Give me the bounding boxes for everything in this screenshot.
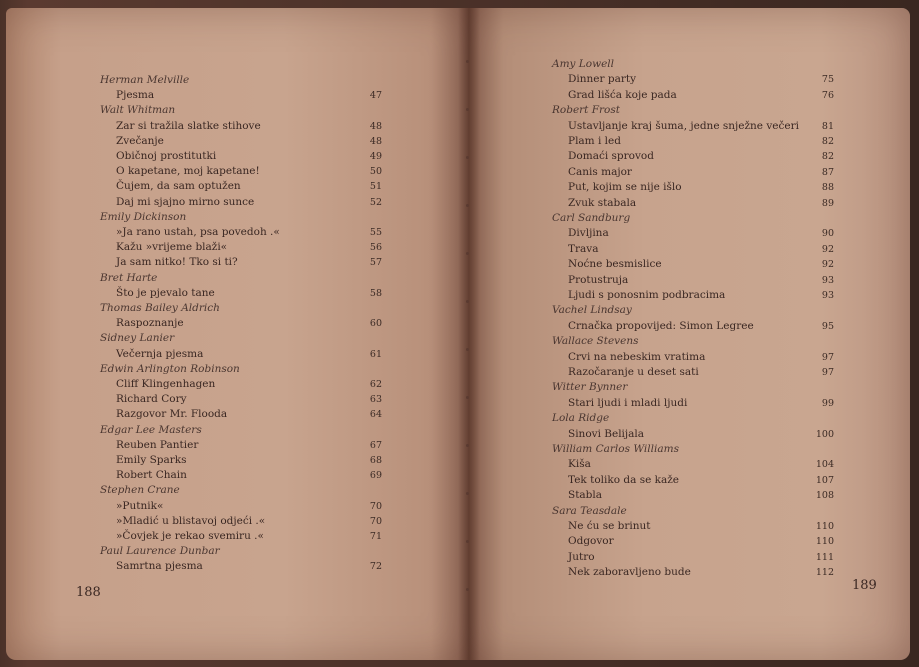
toc-author: Robert Frost: [552, 104, 620, 117]
toc-title: Stabla: [568, 489, 603, 502]
toc-page-number: 70: [369, 500, 382, 512]
toc-title: Plam i led: [568, 135, 621, 147]
toc-page-number: 49: [369, 151, 382, 162]
left-page: [6, 8, 468, 660]
toc-author: Edgar Lee Masters: [100, 423, 202, 436]
toc-title: Emily Sparks: [116, 454, 187, 466]
toc-page-number: 93: [821, 290, 834, 301]
toc-author: Witter Bynner: [552, 381, 628, 394]
toc-title: Razočaranje u deset sati: [568, 366, 699, 378]
binding-stitch: [466, 108, 469, 111]
toc-page-number: 58: [369, 287, 382, 299]
toc-title: Što je pjevalo tane: [116, 286, 215, 299]
binding-stitch: [466, 540, 469, 543]
toc-page-number: 51: [369, 181, 382, 193]
toc-page-number: 93: [821, 274, 834, 286]
binding-stitch: [466, 396, 469, 399]
toc-page-number: 107: [815, 474, 834, 486]
toc-author: Carl Sandburg: [552, 212, 631, 224]
toc-title: Ne ću se brinut: [568, 520, 651, 532]
binding-stitch: [466, 60, 469, 63]
toc-page-number: 52: [369, 196, 382, 208]
toc-author: Sidney Lanier: [100, 332, 175, 345]
toc-page-number: 63: [369, 394, 382, 406]
toc-title: Trava: [568, 242, 599, 255]
toc-page-number: 87: [821, 166, 834, 178]
toc-author: Stephen Crane: [100, 484, 180, 497]
toc-page-number: 57: [369, 257, 382, 269]
toc-author: Herman Melville: [100, 74, 190, 86]
toc-page-number: 47: [369, 90, 382, 102]
toc-title: Ustavljanje kraj šuma, jedne snježne večeri: [568, 119, 799, 132]
toc-author: Lola Ridge: [552, 412, 610, 425]
toc-author: Bret Harte: [100, 271, 158, 284]
toc-title: Raspoznanje: [116, 317, 184, 330]
toc-title: Nek zaboravljeno bude: [568, 566, 691, 579]
toc-page-number: 92: [821, 259, 834, 271]
toc-title: O kapetane, moj kapetane!: [116, 165, 260, 178]
binding-stitch: [466, 156, 469, 159]
toc-title: Razgovor Mr. Flooda: [116, 408, 228, 421]
toc-page-number: 88: [821, 182, 834, 194]
toc-page-number: 82: [821, 136, 834, 147]
toc-title: »Ja rano ustah, psa povedoh .«: [116, 226, 280, 238]
toc-title: Robert Chain: [116, 469, 187, 482]
toc-page-number: 50: [369, 166, 382, 178]
toc-title: Zvuk stabala: [568, 196, 637, 209]
binding-stitch: [466, 348, 469, 351]
toc-title: Cliff Klingenhagen: [116, 378, 216, 390]
toc-page-number: 72: [369, 561, 382, 573]
toc-title: Zar si tražila slatke stihove: [116, 119, 261, 132]
toc-page-number: 48: [369, 135, 382, 147]
toc-page-number: 61: [369, 348, 382, 360]
binding-stitch: [466, 444, 469, 447]
toc-title: »Putnik«: [116, 499, 164, 512]
toc-page-number: 95: [821, 320, 834, 332]
toc-title: Jutro: [568, 550, 595, 563]
toc-page-number: 64: [369, 409, 382, 421]
toc-title: Večernja pjesma: [116, 347, 204, 360]
toc-page-number: 110: [815, 521, 834, 532]
toc-page-number: 97: [821, 351, 834, 363]
toc-page-number: 48: [369, 120, 382, 132]
toc-page-number: 82: [821, 151, 834, 163]
toc-title: Dinner party: [568, 73, 637, 86]
toc-page-number: 97: [821, 367, 834, 378]
toc-page-number: 56: [369, 242, 382, 254]
toc-page-number: 55: [369, 227, 382, 238]
toc-author: William Carlos Williams: [552, 443, 679, 455]
toc-title: »Čovjek je rekao svemiru .«: [116, 530, 264, 542]
toc-title: Put, kojim se nije išlo: [568, 181, 682, 194]
toc-title: Stari ljudi i mladi ljudi: [568, 396, 688, 409]
toc-page-number: 110: [815, 536, 834, 548]
left-page-number: 188: [76, 585, 101, 600]
toc-author: Paul Laurence Dunbar: [100, 545, 220, 558]
toc-title: Pjesma: [116, 89, 155, 102]
toc-title: Ljudi s ponosnim podbracima: [568, 289, 726, 301]
toc-title: Daj mi sjajno mirno sunce: [116, 195, 255, 208]
toc-title: Kiša: [568, 458, 591, 471]
right-page-number: 189: [852, 578, 877, 593]
toc-title: Reuben Pantier: [116, 438, 199, 451]
toc-title: Grad lišća koje pada: [568, 88, 677, 101]
toc-title: Noćne besmislice: [568, 258, 662, 271]
toc-title: Običnoj prostitutki: [116, 150, 217, 162]
toc-page-number: 99: [821, 397, 834, 409]
toc-page-number: 100: [815, 428, 834, 440]
toc-page-number: 81: [821, 120, 834, 132]
toc-page-number: 111: [815, 551, 834, 563]
toc-page-number: 69: [369, 470, 382, 482]
toc-author: Thomas Bailey Aldrich: [100, 302, 220, 314]
toc-title: Richard Cory: [116, 393, 187, 406]
toc-title: Crvi na nebeskim vratima: [568, 350, 706, 363]
toc-page-number: 92: [821, 243, 834, 255]
toc-title: Domaći sprovod: [568, 150, 654, 163]
binding-stitch: [466, 588, 469, 591]
toc-author: Edwin Arlington Robinson: [100, 362, 240, 375]
right-page: [468, 8, 910, 660]
book-gutter: [458, 8, 480, 660]
toc-page-number: 68: [369, 455, 382, 466]
toc-title: Ja sam nitko! Tko si ti?: [116, 256, 238, 269]
toc-title: Protustruja: [568, 273, 629, 286]
toc-title: Odgovor: [568, 535, 614, 548]
toc-page-number: 108: [815, 490, 834, 502]
toc-page-number: 90: [821, 228, 834, 240]
toc-author: Walt Whitman: [100, 104, 176, 117]
toc-page-number: 75: [821, 74, 834, 86]
toc-page-number: 70: [369, 515, 382, 527]
toc-author: Vachel Lindsay: [552, 304, 632, 317]
toc-page-number: 112: [815, 567, 834, 579]
toc-page-number: 71: [369, 531, 382, 542]
toc-title: Samrtna pjesma: [116, 560, 203, 573]
toc-title: Kažu »vrijeme blaži«: [116, 241, 228, 254]
binding-stitch: [466, 204, 469, 207]
toc-title: Sinovi Belijala: [568, 427, 645, 440]
toc-author: Amy Lowell: [552, 58, 615, 70]
binding-stitch: [466, 252, 469, 255]
toc-page-number: 89: [821, 197, 834, 209]
toc-title: Tek toliko da se kaže: [568, 473, 680, 486]
toc-title: Crnačka propovijed: Simon Legree: [568, 319, 754, 332]
toc-title: Divljina: [568, 227, 609, 240]
toc-title: Zvečanje: [116, 134, 164, 147]
binding-stitch: [466, 492, 469, 495]
toc-page-number: 104: [815, 459, 834, 471]
toc-page-number: 67: [369, 439, 382, 451]
toc-title: Čujem, da sam optužen: [116, 180, 241, 193]
toc-page-number: 76: [821, 89, 834, 101]
toc-title: »Mladić u blistavoj odjeći .«: [116, 514, 266, 527]
toc-author: Emily Dickinson: [100, 210, 187, 223]
toc-author: Sara Teasdale: [552, 504, 627, 517]
toc-title: Canis major: [568, 165, 632, 178]
toc-page-number: 62: [369, 379, 382, 390]
toc-page-number: 60: [369, 318, 382, 330]
toc-author: Wallace Stevens: [552, 335, 639, 348]
binding-stitch: [466, 300, 469, 303]
